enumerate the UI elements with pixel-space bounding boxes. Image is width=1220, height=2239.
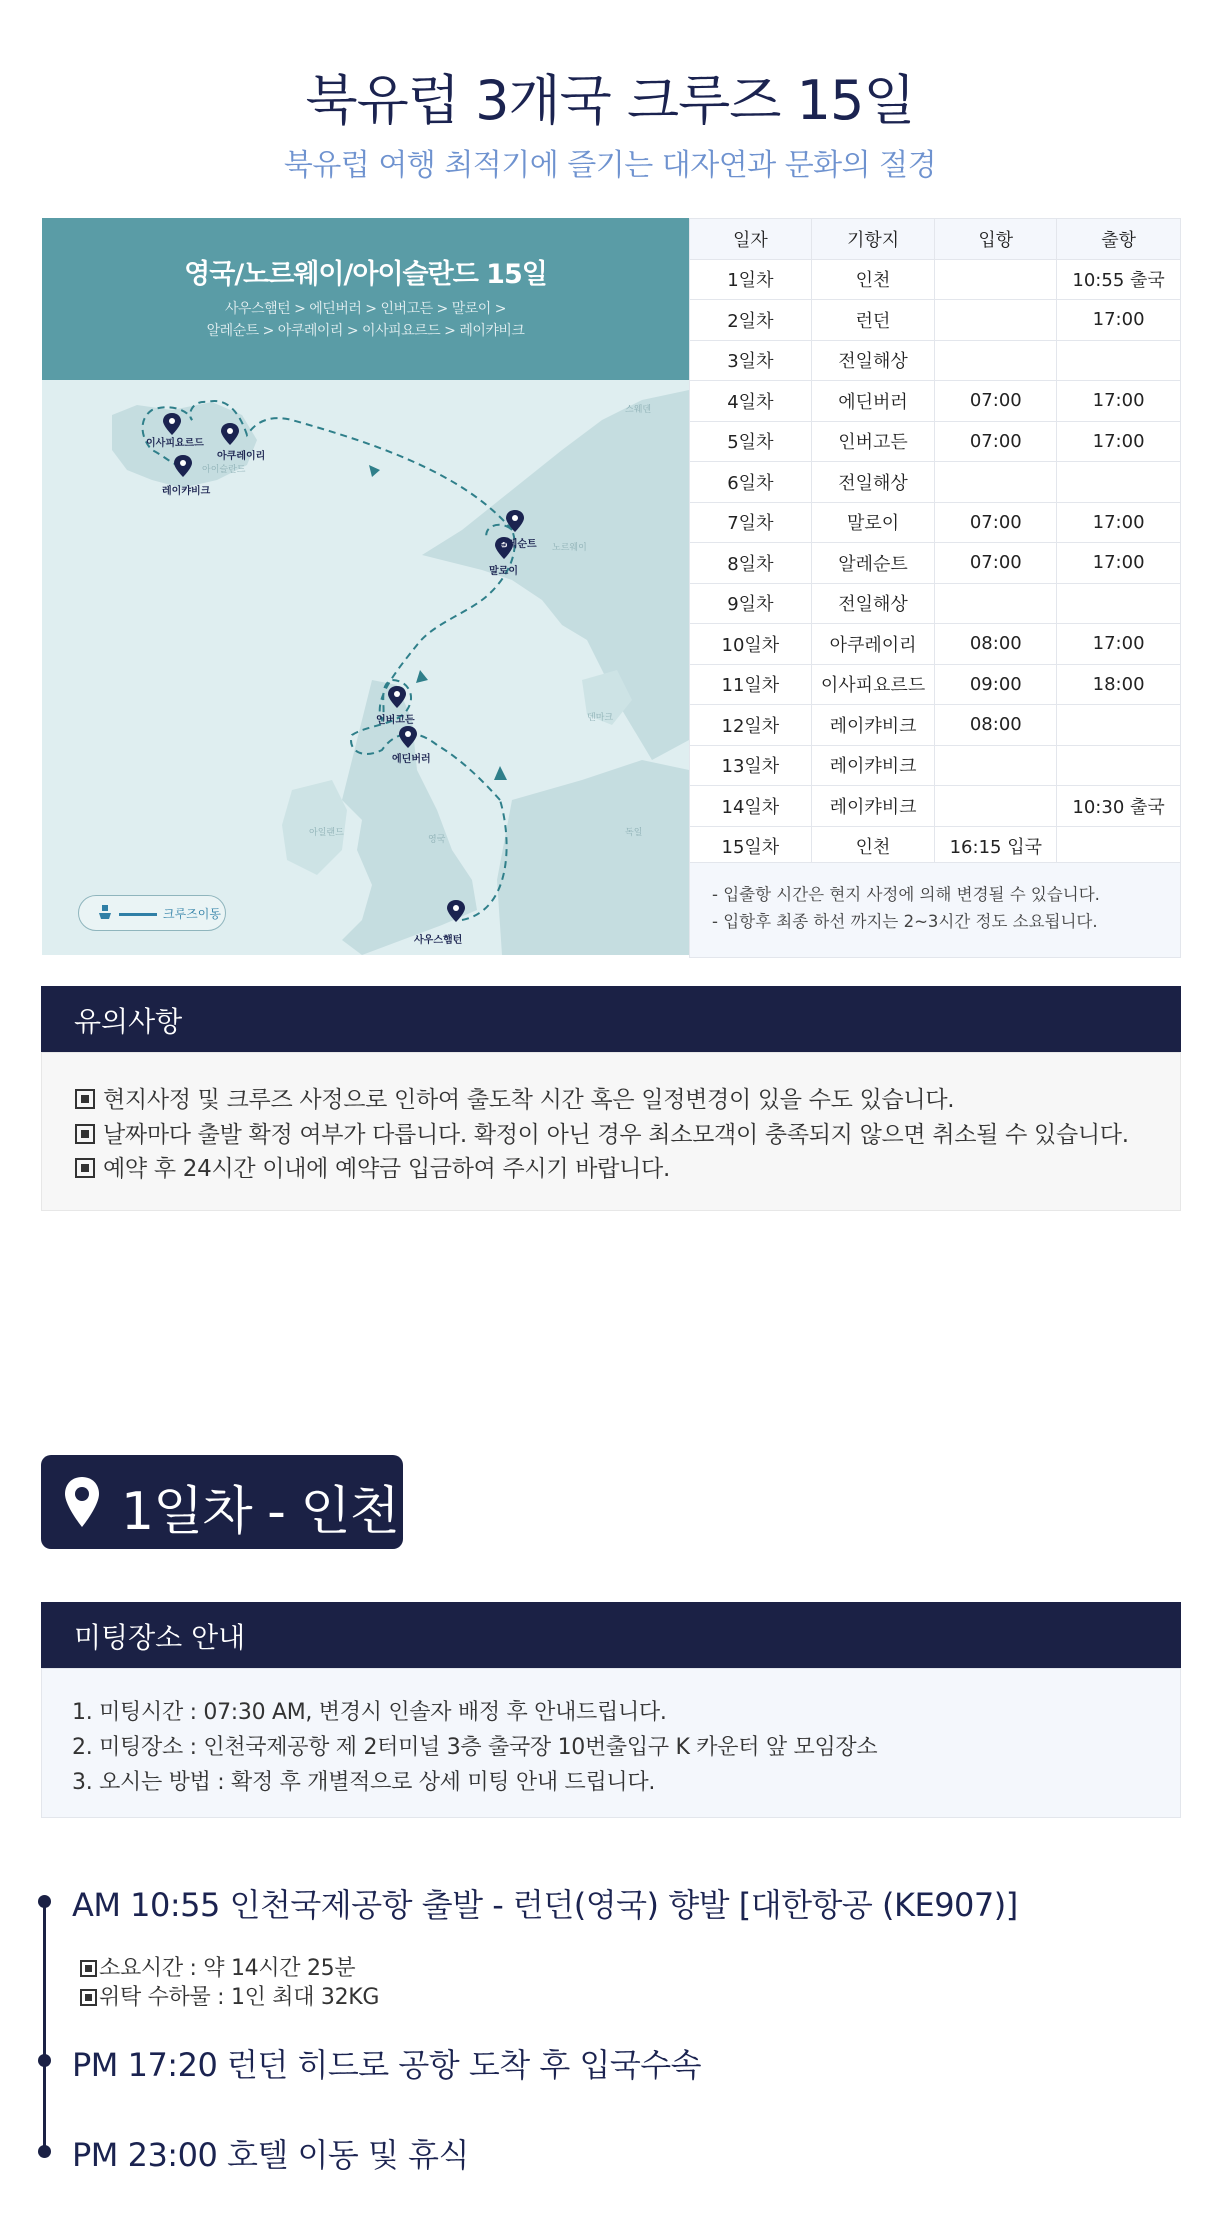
table-cell: 17:00 xyxy=(1057,381,1181,422)
table-cell: 07:00 xyxy=(935,502,1057,543)
checkbox-bullet-icon xyxy=(75,1158,95,1178)
table-cell xyxy=(935,786,1057,827)
map-label: 사우스햄턴 xyxy=(414,935,463,946)
table-cell xyxy=(1057,583,1181,624)
map-label: 덴마크 xyxy=(587,713,614,723)
table-cell: 4일차 xyxy=(690,381,812,422)
meeting-body xyxy=(41,1668,1181,1818)
table-row xyxy=(690,583,1181,624)
timeline-event: PM 17:20 런던 히드로 공항 도착 후 입국수속 xyxy=(72,2046,702,2084)
table-cell: 레이캬비크 xyxy=(811,745,935,786)
route-arrow xyxy=(369,465,380,477)
table-cell xyxy=(935,462,1057,503)
map-route-line-2: 알레순트 > 아쿠레이리 > 이사피요르드 > 레이캬비크 xyxy=(206,323,525,339)
table-cell: 10:55 출국 xyxy=(1057,259,1181,300)
timeline-details xyxy=(80,1954,379,2012)
checkbox-bullet-icon xyxy=(80,1989,97,2006)
table-cell xyxy=(1057,462,1181,503)
map-header xyxy=(42,218,689,380)
table-cell: 17:00 xyxy=(1057,624,1181,665)
timeline-detail-item xyxy=(80,1983,379,2012)
table-cell: 이사피요르드 xyxy=(811,664,935,705)
table-cell: 전일해상 xyxy=(811,583,935,624)
map-label: 이사피요르드 xyxy=(146,438,204,449)
table-cell: 9일차 xyxy=(690,583,812,624)
table-cell: 3일차 xyxy=(690,340,812,381)
day-label: 1일차 - 인천 xyxy=(121,1482,399,1542)
table-cell: 아쿠레이리 xyxy=(811,624,935,665)
map-label: 아일랜드 xyxy=(309,828,344,838)
table-row xyxy=(690,624,1181,665)
map-label: 에딘버러 xyxy=(392,754,431,765)
table-row xyxy=(690,826,1181,867)
timeline-event: AM 10:55 인천국제공항 출발 - 런던(영국) 향발 [대한항공 (KE907)] xyxy=(72,1886,1018,1924)
table-cell: 17:00 xyxy=(1057,421,1181,462)
table-cell: 12일차 xyxy=(690,705,812,746)
timeline-line xyxy=(43,1902,46,2150)
table-cell xyxy=(935,259,1057,300)
map-label: 알레순트 xyxy=(498,539,537,550)
map-route-line-1: 사우스햄턴 > 에딘버러 > 인버고든 > 말로이 > xyxy=(225,301,506,317)
map-label: 노르웨이 xyxy=(552,543,587,553)
table-row xyxy=(690,664,1181,705)
timeline-detail-item xyxy=(80,1954,379,1983)
notice-text: 현지사정 및 크루즈 사정으로 인하여 출도착 시간 혹은 일정변경이 있을 수도 있습니다. xyxy=(103,1087,955,1113)
meeting-title: 미팅장소 안내 xyxy=(41,1602,1181,1668)
table-cell: 17:00 xyxy=(1057,502,1181,543)
meeting-item: 1. 미팅시간 : 07:30 AM, 변경시 인솔자 배정 후 안내드립니다. xyxy=(72,1700,667,1725)
table-cell: 09:00 xyxy=(935,664,1057,705)
table-cell: 13일차 xyxy=(690,745,812,786)
notice-item xyxy=(75,1118,1180,1153)
table-cell: 인버고든 xyxy=(811,421,935,462)
map-label: 인버고든 xyxy=(376,715,415,726)
route-map xyxy=(42,218,689,955)
table-cell: 런던 xyxy=(811,300,935,341)
map-label: 아이슬란드 xyxy=(202,465,246,475)
route-arrow xyxy=(494,766,507,780)
timeline-event: PM 23:00 호텔 이동 및 휴식 xyxy=(72,2136,469,2174)
map-label: 독일 xyxy=(625,828,643,838)
table-cell: 07:00 xyxy=(935,543,1057,584)
table-cell xyxy=(935,300,1057,341)
notice-item xyxy=(75,1083,1180,1118)
table-row xyxy=(690,340,1181,381)
table-cell: 16:15 입국 xyxy=(935,826,1057,867)
table-row xyxy=(690,786,1181,827)
schedule-notes xyxy=(689,862,1181,958)
column-header: 일자 xyxy=(690,219,812,260)
table-cell: 07:00 xyxy=(935,381,1057,422)
schedule-table xyxy=(689,218,1181,867)
table-cell: 08:00 xyxy=(935,624,1057,665)
table-cell: 8일차 xyxy=(690,543,812,584)
table-row xyxy=(690,745,1181,786)
table-cell: 전일해상 xyxy=(811,340,935,381)
table-cell: 17:00 xyxy=(1057,543,1181,584)
notice-body xyxy=(41,1052,1181,1211)
page-title: 북유럽 3개국 크루즈 15일 xyxy=(305,69,915,132)
table-cell: 7일차 xyxy=(690,502,812,543)
page-subtitle: 북유럽 여행 최적기에 즐기는 대자연과 문화의 절경 xyxy=(283,148,937,183)
table-cell: 인천 xyxy=(811,826,935,867)
table-cell xyxy=(1057,826,1181,867)
table-cell: 말로이 xyxy=(811,502,935,543)
map-label: 아쿠레이리 xyxy=(217,451,266,462)
table-header-row xyxy=(690,219,1181,260)
meeting-item: 2. 미팅장소 : 인천국제공항 제 2터미널 3층 출국장 10번출입구 K 카운터 앞 모임장소 xyxy=(72,1735,878,1760)
timeline-dot xyxy=(38,2054,51,2067)
ship-icon xyxy=(99,905,111,921)
table-cell: 15일차 xyxy=(690,826,812,867)
legend-line xyxy=(119,913,157,916)
checkbox-bullet-icon xyxy=(80,1960,97,1977)
timeline-dot xyxy=(38,2145,51,2158)
schedule-note: - 입항후 최종 하선 까지는 2~3시간 정도 소요됩니다. xyxy=(712,912,1098,931)
table-cell: 11일차 xyxy=(690,664,812,705)
map-label: 레이캬비크 xyxy=(162,486,211,497)
timeline-dot xyxy=(38,1895,51,1908)
table-cell: 레이캬비크 xyxy=(811,786,935,827)
route-arrow xyxy=(416,670,428,683)
map-label: 말로이 xyxy=(489,566,518,577)
table-cell: 6일차 xyxy=(690,462,812,503)
table-cell xyxy=(935,583,1057,624)
table-cell xyxy=(1057,745,1181,786)
timeline-detail-text: 위탁 수하물 : 1인 최대 32KG xyxy=(99,1985,380,2010)
checkbox-bullet-icon xyxy=(75,1124,95,1144)
column-header: 출항 xyxy=(1057,219,1181,260)
table-row xyxy=(690,462,1181,503)
scandinavia-landmass xyxy=(422,390,689,760)
table-cell: 5일차 xyxy=(690,421,812,462)
table-cell: 전일해상 xyxy=(811,462,935,503)
notice-text: 예약 후 24시간 이내에 예약금 입금하여 주시기 바랍니다. xyxy=(103,1156,670,1182)
checkbox-bullet-icon xyxy=(75,1089,95,1109)
table-cell: 17:00 xyxy=(1057,300,1181,341)
meeting-item: 3. 오시는 방법 : 확정 후 개별적으로 상세 미팅 안내 드립니다. xyxy=(72,1770,656,1795)
table-cell: 10일차 xyxy=(690,624,812,665)
table-cell: 알레순트 xyxy=(811,543,935,584)
table-cell: 인천 xyxy=(811,259,935,300)
table-row xyxy=(690,543,1181,584)
table-cell: 2일차 xyxy=(690,300,812,341)
table-row xyxy=(690,502,1181,543)
table-row xyxy=(690,381,1181,422)
map-label: 영국 xyxy=(428,835,446,845)
map-title: 영국/노르웨이/아이슬란드 15일 xyxy=(184,259,547,290)
notice-title: 유의사항 xyxy=(41,986,1181,1052)
notice-item xyxy=(75,1152,1180,1187)
europe-landmass xyxy=(497,760,689,955)
table-cell xyxy=(935,745,1057,786)
table-cell: 08:00 xyxy=(935,705,1057,746)
map-legend xyxy=(78,895,226,931)
location-pin-icon xyxy=(62,1475,102,1529)
table-cell: 10:30 출국 xyxy=(1057,786,1181,827)
legend-label: 크루즈이동 xyxy=(163,907,221,921)
table-cell: 07:00 xyxy=(935,421,1057,462)
day-badge xyxy=(41,1455,403,1549)
table-row xyxy=(690,300,1181,341)
table-row xyxy=(690,421,1181,462)
map-illustration xyxy=(42,380,689,955)
table-cell: 14일차 xyxy=(690,786,812,827)
table-row xyxy=(690,259,1181,300)
table-cell: 레이캬비크 xyxy=(811,705,935,746)
column-header: 입항 xyxy=(935,219,1057,260)
schedule-note: - 입출항 시간은 현지 사정에 의해 변경될 수 있습니다. xyxy=(712,885,1100,904)
timeline-detail-text: 소요시간 : 약 14시간 25분 xyxy=(99,1956,356,1981)
map-label: 스웨덴 xyxy=(625,405,652,415)
column-header: 기항지 xyxy=(811,219,935,260)
table-cell xyxy=(1057,340,1181,381)
notice-text: 날짜마다 출발 확정 여부가 다릅니다. 확정이 아닌 경우 최소모객이 충족되지 않으면 취소될 수 있습니다. xyxy=(103,1121,1129,1148)
table-cell: 18:00 xyxy=(1057,664,1181,705)
table-row xyxy=(690,705,1181,746)
table-cell: 에딘버러 xyxy=(811,381,935,422)
table-cell xyxy=(935,340,1057,381)
table-cell: 1일차 xyxy=(690,259,812,300)
table-cell xyxy=(1057,705,1181,746)
